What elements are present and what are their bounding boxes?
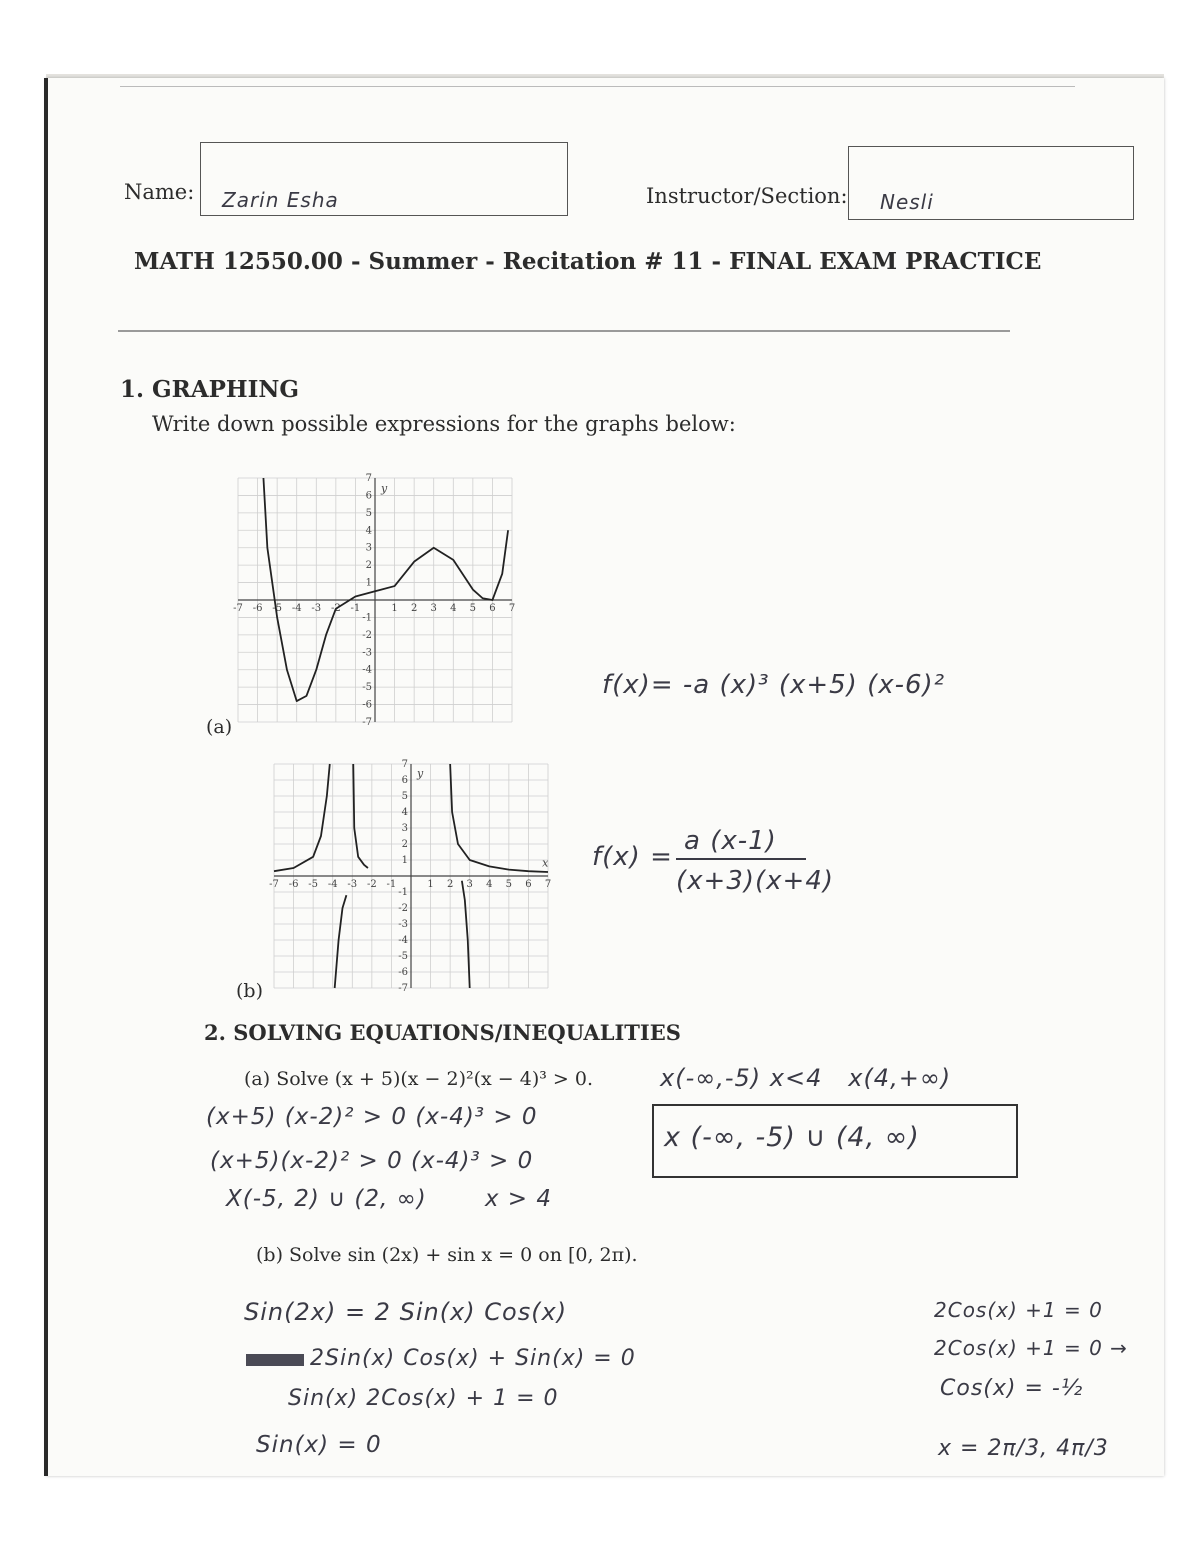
x-tick-label: -6 bbox=[252, 603, 263, 614]
y-tick-label: 2 bbox=[401, 839, 408, 850]
section1-heading: 1. GRAPHING bbox=[120, 376, 300, 403]
work-a-right: x(-∞,-5) x<4 x(4,+∞) bbox=[660, 1064, 952, 1092]
curve-middle-left bbox=[335, 895, 347, 988]
work-a-line-3: X(-5, 2) ∪ (2, ∞) x > 4 bbox=[226, 1186, 553, 1212]
y-tick-label: -6 bbox=[362, 699, 372, 711]
x-tick-label: 2 bbox=[446, 879, 454, 890]
x-tick-label: 6 bbox=[525, 879, 532, 890]
part-2b-prompt: (b) Solve sin (2x) + sin x = 0 on [0, 2π). bbox=[256, 1244, 638, 1266]
x-tick-label: -7 bbox=[269, 879, 279, 890]
y-tick-label: 3 bbox=[401, 823, 408, 834]
x-tick-label: -3 bbox=[347, 879, 358, 890]
y-tick-label: 4 bbox=[401, 807, 408, 818]
y-tick-label: 7 bbox=[401, 759, 408, 770]
x-tick-label: 3 bbox=[430, 603, 437, 614]
x-tick-label: 1 bbox=[391, 603, 398, 614]
x-tick-label: 4 bbox=[486, 879, 493, 890]
y-tick-label: 1 bbox=[365, 577, 372, 589]
scribble-mark bbox=[246, 1354, 304, 1366]
y-tick-label: 6 bbox=[365, 490, 372, 502]
y-tick-label: -6 bbox=[398, 967, 408, 978]
y-tick-label: -1 bbox=[362, 612, 372, 624]
y-tick-label: 3 bbox=[365, 542, 372, 554]
x-tick-label: 3 bbox=[466, 879, 473, 890]
x-tick-label: -1 bbox=[386, 879, 397, 890]
answer-2a: x (-∞, -5) ∪ (4, ∞) bbox=[664, 1122, 920, 1153]
x-tick-label: 6 bbox=[489, 603, 496, 614]
page-title: MATH 12550.00 - Summer - Recitation # 11 - FINAL EXAM PRACTICE bbox=[134, 248, 1042, 275]
x-tick-label: 4 bbox=[450, 603, 457, 614]
y-tick-label: -7 bbox=[398, 983, 408, 994]
curve-curve bbox=[263, 478, 508, 701]
x-tick-label: -5 bbox=[272, 603, 283, 614]
answer-b-denominator: (x+3)(x+4) bbox=[676, 866, 835, 896]
title-rule bbox=[118, 330, 1010, 332]
paper-left-edge bbox=[44, 78, 48, 1476]
y-axis-label: y bbox=[417, 766, 424, 780]
x-axis-label: x bbox=[542, 856, 549, 870]
x-tick-label: 5 bbox=[469, 603, 477, 614]
section2-heading: 2. SOLVING EQUATIONS/INEQUALITIES bbox=[204, 1020, 681, 1045]
y-tick-label: -7 bbox=[362, 717, 372, 728]
x-tick-label: -1 bbox=[350, 603, 361, 614]
answer-a-expression: f(x)= -a (x)³ (x+5) (x-6)² bbox=[602, 670, 946, 700]
y-tick-label: -1 bbox=[398, 887, 408, 898]
work-b-right-2: 2Cos(x) +1 = 0 → bbox=[934, 1336, 1128, 1360]
work-b-right-1: 2Cos(x) +1 = 0 bbox=[934, 1298, 1103, 1322]
x-tick-label: -2 bbox=[330, 603, 341, 614]
y-tick-label: 5 bbox=[401, 791, 408, 802]
work-a-line-2: (x+5)(x-2)² > 0 (x-4)³ > 0 bbox=[210, 1148, 534, 1174]
x-tick-label: 1 bbox=[427, 879, 434, 890]
fraction-bar bbox=[676, 858, 806, 860]
part-a-label: (a) bbox=[206, 716, 233, 738]
answer-b-numerator: a (x-1) bbox=[684, 826, 777, 856]
y-tick-label: 5 bbox=[365, 507, 372, 519]
x-tick-label: -2 bbox=[366, 879, 377, 890]
part-b-label: (b) bbox=[236, 980, 263, 1002]
y-axis-label: y bbox=[381, 481, 388, 495]
work-b-left-2: 2Sin(x) Cos(x) + Sin(x) = 0 bbox=[310, 1346, 636, 1371]
x-tick-label: 5 bbox=[505, 879, 513, 890]
y-tick-label: 1 bbox=[401, 855, 408, 866]
work-b-left-3: Sin(x) 2Cos(x) + 1 = 0 bbox=[288, 1386, 559, 1411]
instructor-value: Nesli bbox=[880, 190, 934, 214]
y-tick-label: -2 bbox=[398, 903, 408, 914]
x-tick-label: -4 bbox=[327, 879, 338, 890]
answer-b-lhs: f(x) = bbox=[592, 842, 673, 872]
graph-b bbox=[266, 756, 556, 996]
y-tick-label: -4 bbox=[362, 664, 372, 676]
work-b-right-3: Cos(x) = -½ bbox=[940, 1376, 1084, 1401]
graph-a bbox=[230, 470, 520, 730]
x-tick-label: -3 bbox=[311, 603, 322, 614]
x-tick-label: -5 bbox=[308, 879, 319, 890]
work-b-left-4: Sin(x) = 0 bbox=[256, 1432, 382, 1458]
work-a-line-1: (x+5) (x-2)² > 0 (x-4)³ > 0 bbox=[206, 1104, 538, 1130]
y-tick-label: -5 bbox=[398, 951, 408, 962]
work-b-right-4: x = 2π/3, 4π/3 bbox=[938, 1436, 1109, 1461]
x-tick-label: 7 bbox=[508, 603, 516, 614]
instructor-label: Instructor/Section: bbox=[646, 184, 848, 208]
y-tick-label: -2 bbox=[362, 629, 372, 641]
y-tick-label: -3 bbox=[398, 919, 408, 930]
y-tick-label: 2 bbox=[365, 560, 372, 572]
y-tick-label: 7 bbox=[365, 473, 372, 484]
x-tick-label: -6 bbox=[288, 879, 299, 890]
name-label: Name: bbox=[124, 180, 195, 204]
worksheet-page bbox=[46, 78, 1164, 1476]
y-tick-label: -3 bbox=[362, 647, 372, 659]
x-tick-label: -4 bbox=[291, 603, 302, 614]
y-tick-label: -5 bbox=[362, 682, 372, 694]
x-tick-label: 7 bbox=[544, 879, 552, 890]
section1-instruction: Write down possible expressions for the graphs below: bbox=[152, 412, 736, 436]
y-tick-label: 6 bbox=[401, 775, 408, 786]
name-value: Zarin Esha bbox=[222, 188, 339, 212]
y-tick-label: -4 bbox=[398, 935, 408, 946]
x-tick-label: 2 bbox=[410, 603, 418, 614]
y-tick-label: 4 bbox=[365, 525, 372, 537]
work-b-left-1: Sin(2x) = 2 Sin(x) Cos(x) bbox=[244, 1298, 568, 1326]
part-2a-prompt: (a) Solve (x + 5)(x − 2)²(x − 4)³ > 0. bbox=[244, 1068, 593, 1090]
x-tick-label: -7 bbox=[233, 603, 243, 614]
top-rule bbox=[120, 86, 1075, 87]
curve-middle-right bbox=[353, 764, 368, 868]
